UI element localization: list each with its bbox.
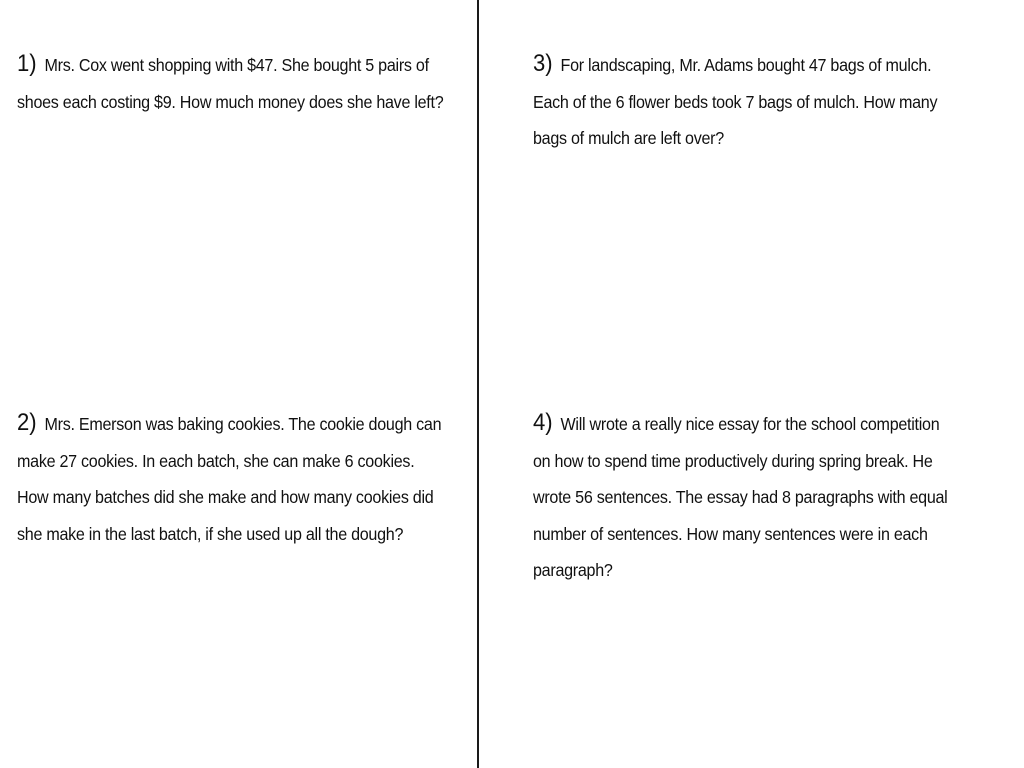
word-problem-3 — [533, 46, 961, 157]
problem-text: For landscaping, Mr. Adams bought 47 bags of mulch. Each of the 6 flower beds took 7 bags of mulch. How many bags of mulch are left over? — [533, 55, 938, 148]
problem-number: 2) — [17, 409, 37, 436]
word-problem-2 — [17, 405, 445, 552]
problem-number: 4) — [533, 409, 553, 436]
problem-text: Mrs. Cox went shopping with $47. She bought 5 pairs of shoes each costing $9. How much money does she have left? — [17, 55, 444, 112]
problem-text: Mrs. Emerson was baking cookies. The cookie dough can make 27 cookies. In each batch, she can make 6 cookies. How many batches did she make and how many cookies did she make in the last batch, if she used up all the dough? — [17, 414, 442, 544]
word-problem-1 — [17, 46, 445, 120]
problem-number: 1) — [17, 50, 37, 77]
problem-number: 3) — [533, 50, 553, 77]
problem-text: Will wrote a really nice essay for the school competition on how to spend time productively during spring break. He wrote 56 sentences. The essay had 8 paragraphs with equal number of sentences. How many sentences were in each paragraph? — [533, 414, 948, 580]
column-divider — [477, 0, 479, 768]
word-problem-4 — [533, 405, 961, 589]
